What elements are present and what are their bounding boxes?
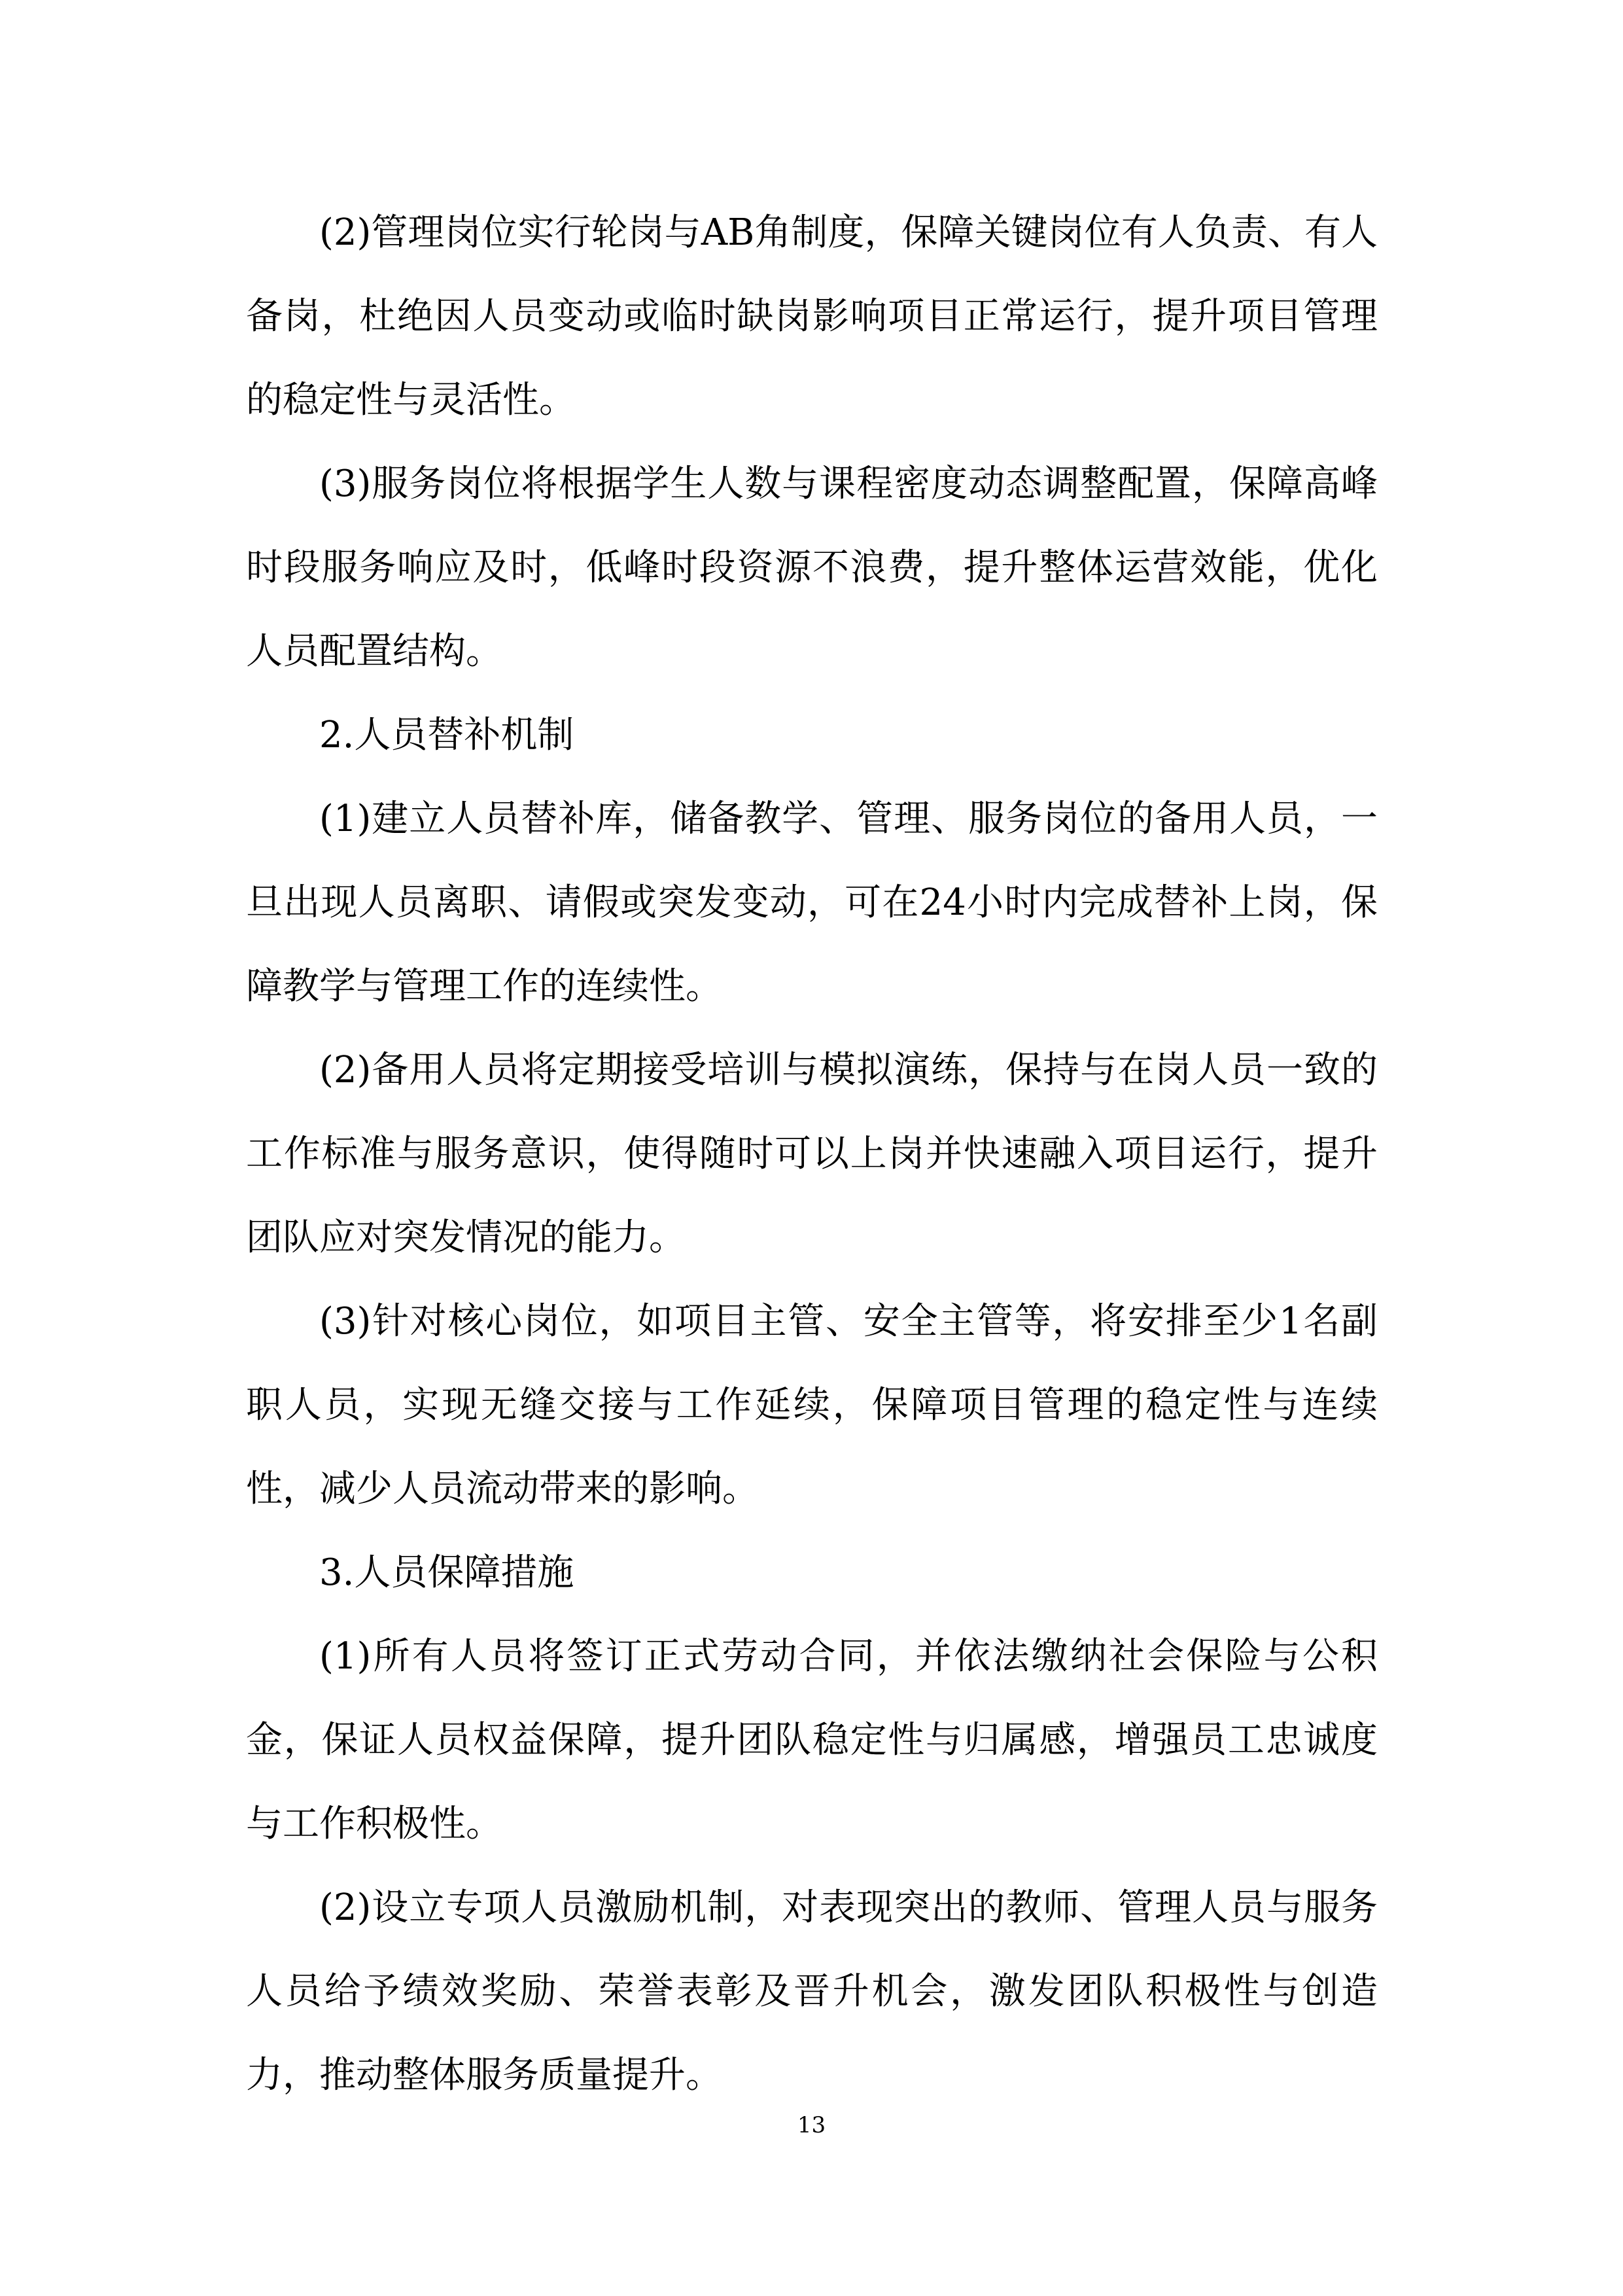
paragraph-service-staffing: (3)服务岗位将根据学生人数与课程密度动态调整配置，保障高峰时段服务响应及时，低峰时段资源不浪费，提升整体运营效能，优化人员配置结构。 xyxy=(246,463,1378,673)
paragraph-labor-contracts: (1)所有人员将签订正式劳动合同，并依法缴纳社会保险与公积金，保证人员权益保障，提升团队稳定性与归属感，增强员工忠诚度与工作积极性。 xyxy=(246,1635,1378,1845)
section-heading-safeguards: 3.人员保障措施 xyxy=(319,1551,574,1594)
paragraph-deputy-positions: (3)针对核心岗位，如项目主管、安全主管等，将安排至少1名副职人员，实现无缝交接与工作延续，保障项目管理的稳定性与连续性，减少人员流动带来的影响。 xyxy=(246,1300,1378,1510)
section-heading-substitution: 2.人员替补机制 xyxy=(319,714,574,756)
document-body xyxy=(246,191,1378,2117)
page-number: 13 xyxy=(797,2112,826,2138)
paragraph-backup-training: (2)备用人员将定期接受培训与模拟演练，保持与在岗人员一致的工作标准与服务意识，使得随时可以上岗并快速融入项目运行，提升团队应对突发情况的能力。 xyxy=(246,1049,1378,1259)
paragraph-management-rotation: (2)管理岗位实行轮岗与AB角制度，保障关键岗位有人负责、有人备岗，杜绝因人员变动或临时缺岗影响项目正常运行，提升项目管理的稳定性与灵活性。 xyxy=(246,211,1378,421)
paragraph-incentive-mechanism: (2)设立专项人员激励机制，对表现突出的教师、管理人员与服务人员给予绩效奖励、荣誉表彰及晋升机会，激发团队积极性与创造力，推动整体服务质量提升。 xyxy=(246,1886,1378,2096)
paragraph-substitute-pool: (1)建立人员替补库，储备教学、管理、服务岗位的备用人员，一旦出现人员离职、请假或突发变动，可在24小时内完成替补上岗，保障教学与管理工作的连续性。 xyxy=(246,798,1378,1008)
